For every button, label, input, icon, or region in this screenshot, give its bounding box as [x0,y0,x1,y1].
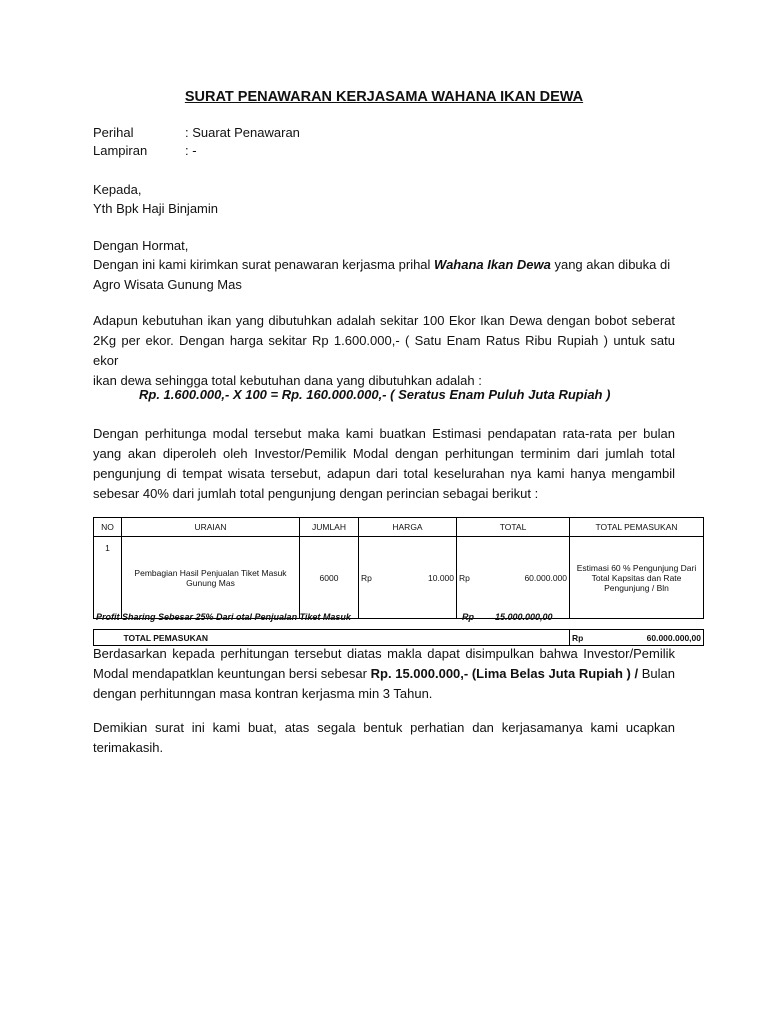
estimation-paragraph [93,424,675,504]
closing-paragraph [93,718,675,758]
conclusion-text-tail: Bulan [638,666,676,681]
conclusion-line-3: dengan perhitunngan masa kontran kerjasma min 3 Tahun. [93,686,433,701]
requirement-line-1: Adapun kebutuhan ikan yang dibutuhkan adalah sekitar 100 Ekor Ikan Dewa dengan bobot seberat [93,313,675,328]
cell-total-value: 60.000.000 [524,572,567,583]
estimation-line-2: yang akan diperoleh oleh Investor/Pemilik Modal dengan perhitungan terminim dari jumlah total [93,446,675,461]
header-total-pemasukan: TOTAL PEMASUKAN [570,518,704,537]
total-currency: Rp [572,632,584,643]
table-header-row [94,518,704,537]
profit-sharing-value: 15.000.000,00 [495,612,553,622]
cell-jumlah: 6000 [300,537,359,619]
letter-title: SURAT PENAWARAN KERJASAMA WAHANA IKAN DEWA [184,89,584,105]
opening-text-tail: yang akan dibuka di [550,257,671,272]
recipient-kepada: Kepada, [93,182,142,197]
perihal-row [93,125,133,140]
header-harga: HARGA [359,518,457,537]
cell-total-currency: Rp [459,572,470,583]
cost-formula: Rp. 1.600.000,- X 100 = Rp. 160.000.000,- ( Seratus Enam Puluh Juta Rupiah ) [139,387,611,402]
table-row [94,537,704,619]
conclusion-line-1: Berdasarkan kepada perhitungan tersebut diatas makla dapat disimpulkan bahwa Investor/Pemilik [93,646,675,661]
revenue-table [93,517,704,646]
opening-line-1 [93,255,675,275]
estimation-line-3: pengunjung di tempat wisata tersebut, adapun dari total keselurahan nya kami hanya mengambil [93,466,675,481]
closing-line-2: terimakasih. [93,740,164,755]
profit-amount: Rp. 15.000.000,- (Lima Belas Juta Rupiah ) / [370,666,639,681]
wahana-name: Wahana Ikan Dewa [434,257,551,272]
cell-pemasukan: Estimasi 60 % Pengunjung Dari Total Kapsitas dan Rate Pengunjung / Bln [570,537,704,619]
perihal-value: : Suarat Penawaran [185,125,300,140]
cell-uraian: Pembagian Hasil Penjualan Tiket Masuk Gunung Mas [122,537,300,619]
conclusion-line-2 [93,664,675,684]
header-jumlah: JUMLAH [300,518,359,537]
recipient-name: Yth Bpk Haji Binjamin [93,201,218,216]
perihal-label: Perihal [93,125,134,140]
closing-line-1: Demikian surat ini kami buat, atas segala bentuk perhatian dan kerjasamanya kami ucapkan [93,720,675,735]
cell-harga-currency: Rp [361,572,372,583]
lampiran-label: Lampiran [93,143,148,158]
conclusion-text: Modal mendapatklan keuntungan bersi sebesar [93,666,371,681]
opening-text: Dengan ini kami kirimkan surat penawaran kerjasma prihal [93,257,435,272]
cell-total [457,537,570,619]
header-no: NO [94,518,122,537]
opening-line-2: Agro Wisata Gunung Mas [93,277,242,292]
total-label: TOTAL PEMASUKAN [122,630,570,646]
header-uraian: URAIAN [122,518,300,537]
profit-sharing-currency: Rp [462,612,474,622]
conclusion-paragraph [93,644,675,704]
lampiran-value: : - [185,143,197,158]
header-total: TOTAL [457,518,570,537]
opening-paragraph [93,255,675,295]
greeting: Dengan Hormat, [93,238,189,253]
total-value: 60.000.000,00 [646,632,701,643]
requirement-line-2: 2Kg per ekor. Dengan harga sekitar Rp 1.600.000,- ( Satu Enam Ratus Ribu Rupiah ) untuk satu ekor [93,333,675,368]
requirement-paragraph [93,311,675,391]
profit-sharing-label: Profit Sharing Sebesar 25% Dari otal Penjualan Tiket Masuk [96,612,351,622]
requirement-line-3: ikan dewa sehingga total kebutuhan dana yang dibutuhkan adalah : [93,373,482,388]
cell-no: 1 [94,537,122,619]
estimation-line-4: sebesar 40% dari jumlah total pengunjung dengan perincian sebagai berikut : [93,486,539,501]
estimation-line-1: Dengan perhitunga modal tersebut maka kami buatkan Estimasi pendapatan rata-rata per bulan [93,426,675,441]
cell-harga [359,537,457,619]
cell-harga-value: 10.000 [428,572,454,583]
